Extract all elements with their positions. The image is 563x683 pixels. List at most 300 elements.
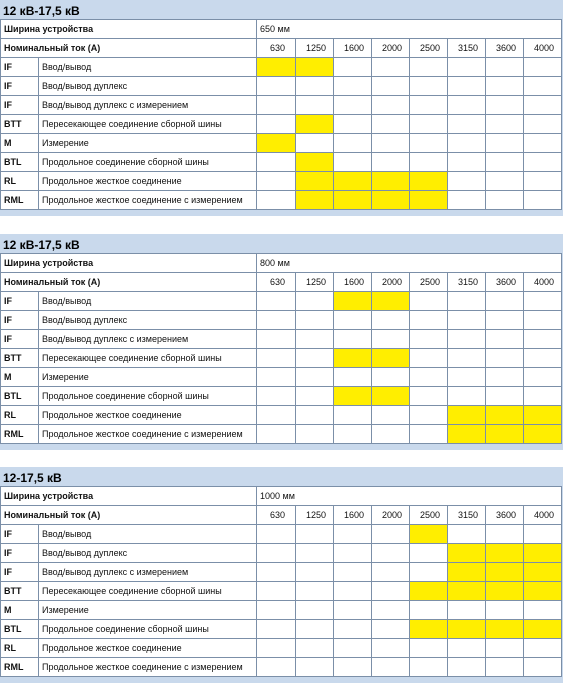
empty-cell [296,406,334,425]
available-cell [410,191,448,210]
empty-cell [372,58,410,77]
panel-description: Ввод/вывод дуплекс с измерением [39,330,257,349]
empty-cell [372,96,410,115]
panel-description: Ввод/вывод дуплекс [39,544,257,563]
available-cell [448,544,486,563]
available-cell [448,425,486,444]
current-header-row [1,39,562,58]
spec-table [0,486,562,677]
table-row [1,96,562,115]
empty-cell [448,77,486,96]
empty-cell [372,153,410,172]
table-row [1,115,562,134]
empty-cell [257,406,296,425]
table-row [1,601,562,620]
empty-cell [296,620,334,639]
table-row [1,153,562,172]
current-value: 2000 [372,506,410,525]
panel-description: Ввод/вывод дуплекс [39,77,257,96]
available-cell [524,620,562,639]
empty-cell [334,77,372,96]
empty-cell [372,639,410,658]
empty-cell [296,368,334,387]
empty-cell [486,58,524,77]
empty-cell [410,349,448,368]
available-cell [524,544,562,563]
empty-cell [257,77,296,96]
empty-cell [257,172,296,191]
current-value: 2500 [410,273,448,292]
empty-cell [448,191,486,210]
empty-cell [372,330,410,349]
spec-table-section [0,0,563,216]
empty-cell [257,544,296,563]
available-cell [372,172,410,191]
empty-cell [257,153,296,172]
panel-description: Ввод/вывод дуплекс с измерением [39,96,257,115]
panel-code: IF [1,96,39,115]
panel-code: IF [1,563,39,582]
empty-cell [524,134,562,153]
empty-cell [257,368,296,387]
empty-cell [524,349,562,368]
empty-cell [524,115,562,134]
panel-description: Продольное жесткое соединение с измерением [39,191,257,210]
width-row [1,254,562,273]
available-cell [296,172,334,191]
empty-cell [448,349,486,368]
empty-cell [486,639,524,658]
empty-cell [448,525,486,544]
empty-cell [410,601,448,620]
empty-cell [448,153,486,172]
empty-cell [448,115,486,134]
panel-code: BTL [1,620,39,639]
empty-cell [257,620,296,639]
empty-cell [296,582,334,601]
available-cell [486,563,524,582]
panel-description: Продольное жесткое соединение с измерением [39,658,257,677]
empty-cell [410,544,448,563]
current-value: 3150 [448,39,486,58]
empty-cell [486,172,524,191]
empty-cell [486,115,524,134]
empty-cell [410,658,448,677]
empty-cell [486,601,524,620]
empty-cell [410,368,448,387]
panel-description: Продольное соединение сборной шины [39,387,257,406]
panel-code: M [1,368,39,387]
available-cell [448,582,486,601]
empty-cell [334,425,372,444]
panel-description: Ввод/вывод [39,525,257,544]
empty-cell [296,544,334,563]
current-value: 3150 [448,506,486,525]
empty-cell [372,77,410,96]
table-row [1,172,562,191]
current-header-row [1,273,562,292]
empty-cell [334,406,372,425]
section-title: 12 кВ-17,5 кВ [3,238,80,252]
current-value: 2500 [410,39,448,58]
empty-cell [296,387,334,406]
spec-table-section [0,467,563,683]
available-cell [296,115,334,134]
available-cell [372,349,410,368]
empty-cell [257,563,296,582]
available-cell [524,563,562,582]
empty-cell [486,77,524,96]
panel-description: Продольное жесткое соединение с измерением [39,425,257,444]
section-title: 12-17,5 кВ [3,471,62,485]
available-cell [334,172,372,191]
current-header-row [1,506,562,525]
empty-cell [257,582,296,601]
width-value: 800 мм [257,254,562,273]
available-cell [334,191,372,210]
table-row [1,620,562,639]
empty-cell [524,387,562,406]
empty-cell [257,525,296,544]
available-cell [296,153,334,172]
empty-cell [448,368,486,387]
empty-cell [296,601,334,620]
empty-cell [410,387,448,406]
empty-cell [257,330,296,349]
empty-cell [410,58,448,77]
empty-cell [524,368,562,387]
empty-cell [448,58,486,77]
empty-cell [410,292,448,311]
table-row [1,425,562,444]
empty-cell [296,134,334,153]
empty-cell [410,639,448,658]
empty-cell [486,134,524,153]
empty-cell [296,563,334,582]
panel-code: IF [1,330,39,349]
empty-cell [524,658,562,677]
table-row [1,525,562,544]
empty-cell [410,77,448,96]
panel-code: BTT [1,582,39,601]
table-row [1,544,562,563]
empty-cell [486,330,524,349]
available-cell [486,620,524,639]
current-value: 4000 [524,273,562,292]
empty-cell [410,406,448,425]
empty-cell [486,525,524,544]
empty-cell [448,387,486,406]
empty-cell [486,658,524,677]
empty-cell [524,153,562,172]
table-row [1,191,562,210]
available-cell [448,620,486,639]
empty-cell [334,330,372,349]
empty-cell [410,311,448,330]
current-value: 2000 [372,273,410,292]
current-value: 4000 [524,506,562,525]
available-cell [486,544,524,563]
available-cell [524,582,562,601]
empty-cell [448,292,486,311]
panel-description: Продольное жесткое соединение [39,406,257,425]
empty-cell [448,311,486,330]
available-cell [334,292,372,311]
current-label: Номинальный ток (А) [1,506,257,525]
empty-cell [334,582,372,601]
panel-description: Ввод/вывод дуплекс [39,311,257,330]
panel-description: Измерение [39,134,257,153]
empty-cell [257,601,296,620]
empty-cell [486,349,524,368]
empty-cell [372,601,410,620]
panel-code: RML [1,191,39,210]
panel-code: RML [1,658,39,677]
width-label: Ширина устройства [1,20,257,39]
current-label: Номинальный ток (А) [1,39,257,58]
panel-code: RL [1,172,39,191]
empty-cell [334,134,372,153]
empty-cell [524,172,562,191]
empty-cell [257,96,296,115]
empty-cell [257,425,296,444]
panel-code: IF [1,544,39,563]
panel-code: M [1,134,39,153]
empty-cell [257,191,296,210]
panel-description: Пересекающее соединение сборной шины [39,349,257,368]
panel-description: Продольное жесткое соединение [39,639,257,658]
available-cell [486,582,524,601]
panel-code: IF [1,58,39,77]
panel-description: Ввод/вывод дуплекс с измерением [39,563,257,582]
empty-cell [372,582,410,601]
empty-cell [410,96,448,115]
empty-cell [296,77,334,96]
width-row [1,20,562,39]
empty-cell [334,368,372,387]
empty-cell [524,639,562,658]
width-value: 650 мм [257,20,562,39]
empty-cell [448,172,486,191]
empty-cell [524,58,562,77]
table-row [1,563,562,582]
available-cell [410,620,448,639]
empty-cell [257,387,296,406]
available-cell [372,387,410,406]
table-row [1,658,562,677]
available-cell [257,58,296,77]
current-value: 2000 [372,39,410,58]
empty-cell [334,96,372,115]
empty-cell [334,639,372,658]
empty-cell [448,134,486,153]
empty-cell [410,115,448,134]
current-value: 630 [257,39,296,58]
empty-cell [257,349,296,368]
empty-cell [410,425,448,444]
width-value: 1000 мм [257,487,562,506]
empty-cell [372,658,410,677]
empty-cell [410,563,448,582]
table-row [1,349,562,368]
empty-cell [524,77,562,96]
empty-cell [486,292,524,311]
available-cell [372,292,410,311]
empty-cell [334,153,372,172]
empty-cell [334,658,372,677]
spec-table [0,19,562,210]
empty-cell [486,96,524,115]
empty-cell [296,658,334,677]
empty-cell [448,658,486,677]
panel-description: Измерение [39,601,257,620]
empty-cell [448,96,486,115]
empty-cell [448,639,486,658]
panel-code: RL [1,639,39,658]
panel-code: BTL [1,153,39,172]
table-row [1,58,562,77]
available-cell [257,134,296,153]
panel-description: Продольное жесткое соединение [39,172,257,191]
panel-code: RML [1,425,39,444]
current-value: 1600 [334,506,372,525]
available-cell [486,406,524,425]
empty-cell [486,191,524,210]
empty-cell [257,292,296,311]
empty-cell [372,425,410,444]
empty-cell [334,311,372,330]
current-value: 3600 [486,506,524,525]
panel-description: Продольное соединение сборной шины [39,620,257,639]
panel-description: Пересекающее соединение сборной шины [39,582,257,601]
empty-cell [372,620,410,639]
panel-code: IF [1,311,39,330]
available-cell [486,425,524,444]
empty-cell [372,525,410,544]
empty-cell [372,115,410,134]
panel-code: BTT [1,115,39,134]
empty-cell [372,311,410,330]
empty-cell [410,153,448,172]
panel-code: RL [1,406,39,425]
empty-cell [486,153,524,172]
width-row [1,487,562,506]
available-cell [296,58,334,77]
current-label: Номинальный ток (А) [1,273,257,292]
empty-cell [372,563,410,582]
empty-cell [296,425,334,444]
available-cell [334,349,372,368]
empty-cell [372,134,410,153]
empty-cell [524,191,562,210]
empty-cell [524,96,562,115]
empty-cell [448,330,486,349]
panel-description: Ввод/вывод [39,58,257,77]
current-value: 3150 [448,273,486,292]
available-cell [524,425,562,444]
table-row [1,330,562,349]
empty-cell [296,96,334,115]
empty-cell [257,658,296,677]
available-cell [410,525,448,544]
table-row [1,639,562,658]
empty-cell [334,601,372,620]
empty-cell [524,330,562,349]
table-row [1,387,562,406]
spec-table-section [0,234,563,450]
panel-code: IF [1,525,39,544]
empty-cell [296,330,334,349]
empty-cell [410,134,448,153]
empty-cell [296,639,334,658]
panel-description: Продольное соединение сборной шины [39,153,257,172]
width-label: Ширина устройства [1,254,257,273]
empty-cell [296,311,334,330]
current-value: 1250 [296,39,334,58]
empty-cell [257,639,296,658]
panel-code: IF [1,77,39,96]
section-title: 12 кВ-17,5 кВ [3,4,80,18]
current-value: 4000 [524,39,562,58]
empty-cell [372,544,410,563]
current-value: 1600 [334,39,372,58]
empty-cell [296,525,334,544]
available-cell [372,191,410,210]
table-row [1,311,562,330]
empty-cell [334,544,372,563]
empty-cell [296,349,334,368]
panel-code: BTL [1,387,39,406]
current-value: 1600 [334,273,372,292]
available-cell [524,406,562,425]
empty-cell [296,292,334,311]
panel-description: Измерение [39,368,257,387]
empty-cell [372,368,410,387]
empty-cell [372,406,410,425]
available-cell [448,563,486,582]
table-row [1,134,562,153]
current-value: 2500 [410,506,448,525]
empty-cell [524,525,562,544]
empty-cell [448,601,486,620]
empty-cell [257,311,296,330]
table-row [1,368,562,387]
available-cell [410,172,448,191]
panel-description: Ввод/вывод [39,292,257,311]
table-row [1,582,562,601]
spec-table [0,253,562,444]
current-value: 630 [257,506,296,525]
empty-cell [334,563,372,582]
available-cell [296,191,334,210]
empty-cell [334,525,372,544]
table-row [1,292,562,311]
panel-description: Пересекающее соединение сборной шины [39,115,257,134]
table-row [1,77,562,96]
table-row [1,406,562,425]
empty-cell [334,620,372,639]
empty-cell [524,601,562,620]
current-value: 630 [257,273,296,292]
panel-code: M [1,601,39,620]
current-value: 1250 [296,273,334,292]
panel-code: IF [1,292,39,311]
empty-cell [524,311,562,330]
empty-cell [334,58,372,77]
current-value: 3600 [486,273,524,292]
empty-cell [257,115,296,134]
panel-code: BTT [1,349,39,368]
